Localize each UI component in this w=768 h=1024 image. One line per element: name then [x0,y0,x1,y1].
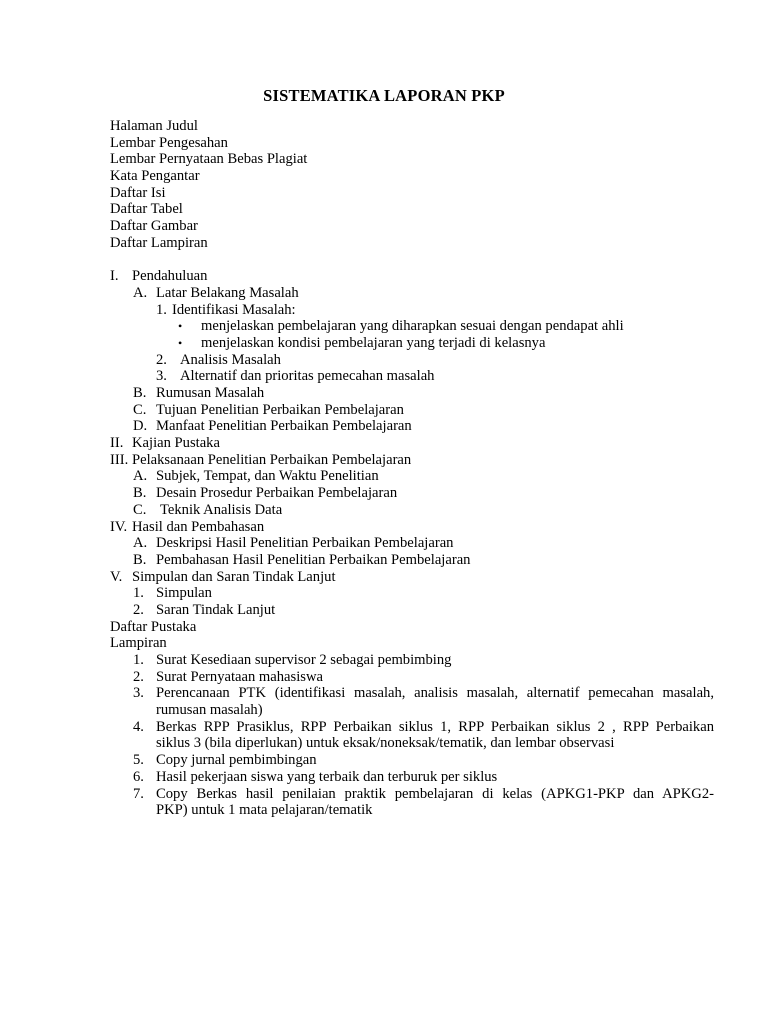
appendix-number: 1. [133,652,144,668]
appendix-number: 6. [133,768,144,785]
appendix-text: rumusan masalah) [156,702,263,719]
subsection-number: 1. [156,301,167,318]
chapter-label: Pendahuluan [132,268,208,285]
section-item [110,552,714,569]
subsection-item [110,368,714,385]
section-item [110,468,714,485]
appendix-item [110,652,714,669]
chapter-heading [110,569,714,586]
appendix-text: siklus 3 (bila diperlukan) untuk eksak/noneksak/tematik, dan lembar observasi [156,735,615,752]
chapter-label: Kajian Pustaka [132,435,220,452]
front-matter-item: Lembar Pengesahan [110,134,228,151]
page-title: SISTEMATIKA LAPORAN PKP [263,86,505,105]
bullet-item [110,318,714,335]
appendix-item [110,786,714,803]
subsection-item [110,302,714,319]
front-matter-item: Halaman Judul [110,118,198,134]
appendix-item-continuation [110,802,714,819]
section-label: Saran Tindak Lanjut [156,601,276,618]
section-item [110,418,714,435]
chapter-heading [110,435,714,452]
bibliography-heading: Daftar Pustaka [110,618,197,635]
appendix-item-continuation [110,735,714,752]
appendix-item [110,685,714,702]
section-letter: D. [133,418,148,435]
bullet-icon: • [178,319,183,334]
appendix-text: Surat Pernyataan mahasiswa [156,668,323,685]
appendix-heading: Lampiran [110,635,167,652]
chapter-number: I. [110,268,119,285]
section-item [110,502,714,519]
subsection-number: 3. [156,368,167,385]
appendix-number: 3. [133,685,144,702]
appendix-number: 7. [133,785,144,802]
appendix-item [110,669,714,686]
section-item [110,485,714,502]
chapter-number: III. [110,451,129,468]
section-label: Rumusan Masalah [156,385,265,401]
section-letter: A. [133,535,148,552]
appendix-text: Hasil pekerjaan siswa yang terbaik dan terburuk per siklus [156,768,498,785]
spacer [110,252,714,269]
section-label: Subjek, Tempat, dan Waktu Penelitian [156,468,379,485]
chapter-number: V. [110,568,123,585]
subsection-label: Identifikasi Masalah: [172,301,296,318]
front-matter-item: Daftar Lampiran [110,234,208,251]
chapter-number: II. [110,435,124,452]
chapter-label: Pelaksanaan Penelitian Perbaikan Pembelajaran [132,451,412,468]
front-matter-item: Daftar Gambar [110,218,198,235]
section-letter: A. [133,284,148,301]
chapter-heading [110,452,714,469]
appendix-number: 4. [133,718,144,735]
appendix-text: Copy Berkas hasil penilaian praktik pembelajaran di kelas (APKG1-PKP dan APKG2- [156,785,714,802]
chapter-heading [110,268,714,285]
section-item [110,385,714,402]
section-item [110,585,714,602]
chapter-label: Simpulan dan Saran Tindak Lanjut [132,568,336,585]
subsection-label: Alternatif dan prioritas pemecahan masalah [180,368,435,385]
appendix-number: 5. [133,752,144,769]
section-item [110,535,714,552]
section-number: 2. [133,601,144,618]
front-matter-list [110,118,714,252]
front-matter-item: Daftar Tabel [110,201,183,218]
section-label: Latar Belakang Masalah [156,284,299,301]
subsection-item [110,352,714,369]
section-letter: C. [133,501,147,518]
appendix-text: Perencanaan PTK (identifikasi masalah, analisis masalah, alternatif pemecahan masalah, [156,685,714,702]
subsection-label: Analisis Masalah [180,351,281,368]
section-item [110,285,714,302]
section-label: Pembahasan Hasil Penelitian Perbaikan Pembelajaran [156,551,471,568]
appendix-text: PKP) untuk 1 mata pelajaran/tematik [156,802,373,819]
bullet-icon: • [178,335,183,350]
bullet-item [110,335,714,352]
appendix-item [110,719,714,736]
section-label: Desain Prosedur Perbaikan Pembelajaran [156,485,398,502]
chapter-heading [110,519,714,536]
bullet-text: menjelaskan kondisi pembelajaran yang terjadi di kelasnya [201,334,546,351]
appendix-item [110,752,714,769]
document-body [110,118,714,819]
section-label: Manfaat Penelitian Perbaikan Pembelajaran [156,418,412,435]
section-letter: B. [133,551,147,568]
section-item [110,602,714,619]
bullet-text: menjelaskan pembelajaran yang diharapkan sesuai dengan pendapat ahli [201,318,624,335]
section-label: Deskripsi Hasil Penelitian Perbaikan Pembelajaran [156,535,454,552]
chapter-number: IV. [110,518,128,535]
front-matter-item: Lembar Pernyataan Bebas Plagiat [110,151,308,168]
appendix-item [110,769,714,786]
appendix-item-continuation [110,702,714,719]
section-letter: B. [133,385,147,401]
section-letter: A. [133,468,148,485]
subsection-number: 2. [156,351,167,368]
section-letter: B. [133,485,147,502]
chapter-label: Hasil dan Pembahasan [132,518,265,535]
section-label: Tujuan Penelitian Perbaikan Pembelajaran [156,401,404,418]
section-label: Teknik Analisis Data [160,501,283,518]
section-label: Simpulan [156,585,212,602]
section-letter: C. [133,401,147,418]
appendix-text: Surat Kesediaan supervisor 2 sebagai pembimbing [156,652,452,668]
section-item [110,402,714,419]
appendix-text: Berkas RPP Prasiklus, RPP Perbaikan siklus 1, RPP Perbaikan siklus 2 , RPP Perbaikan [156,718,714,735]
appendix-number: 2. [133,668,144,685]
section-number: 1. [133,585,144,602]
appendix-text: Copy jurnal pembimbingan [156,752,317,769]
front-matter-item: Daftar Isi [110,184,166,201]
front-matter-item: Kata Pengantar [110,168,200,185]
